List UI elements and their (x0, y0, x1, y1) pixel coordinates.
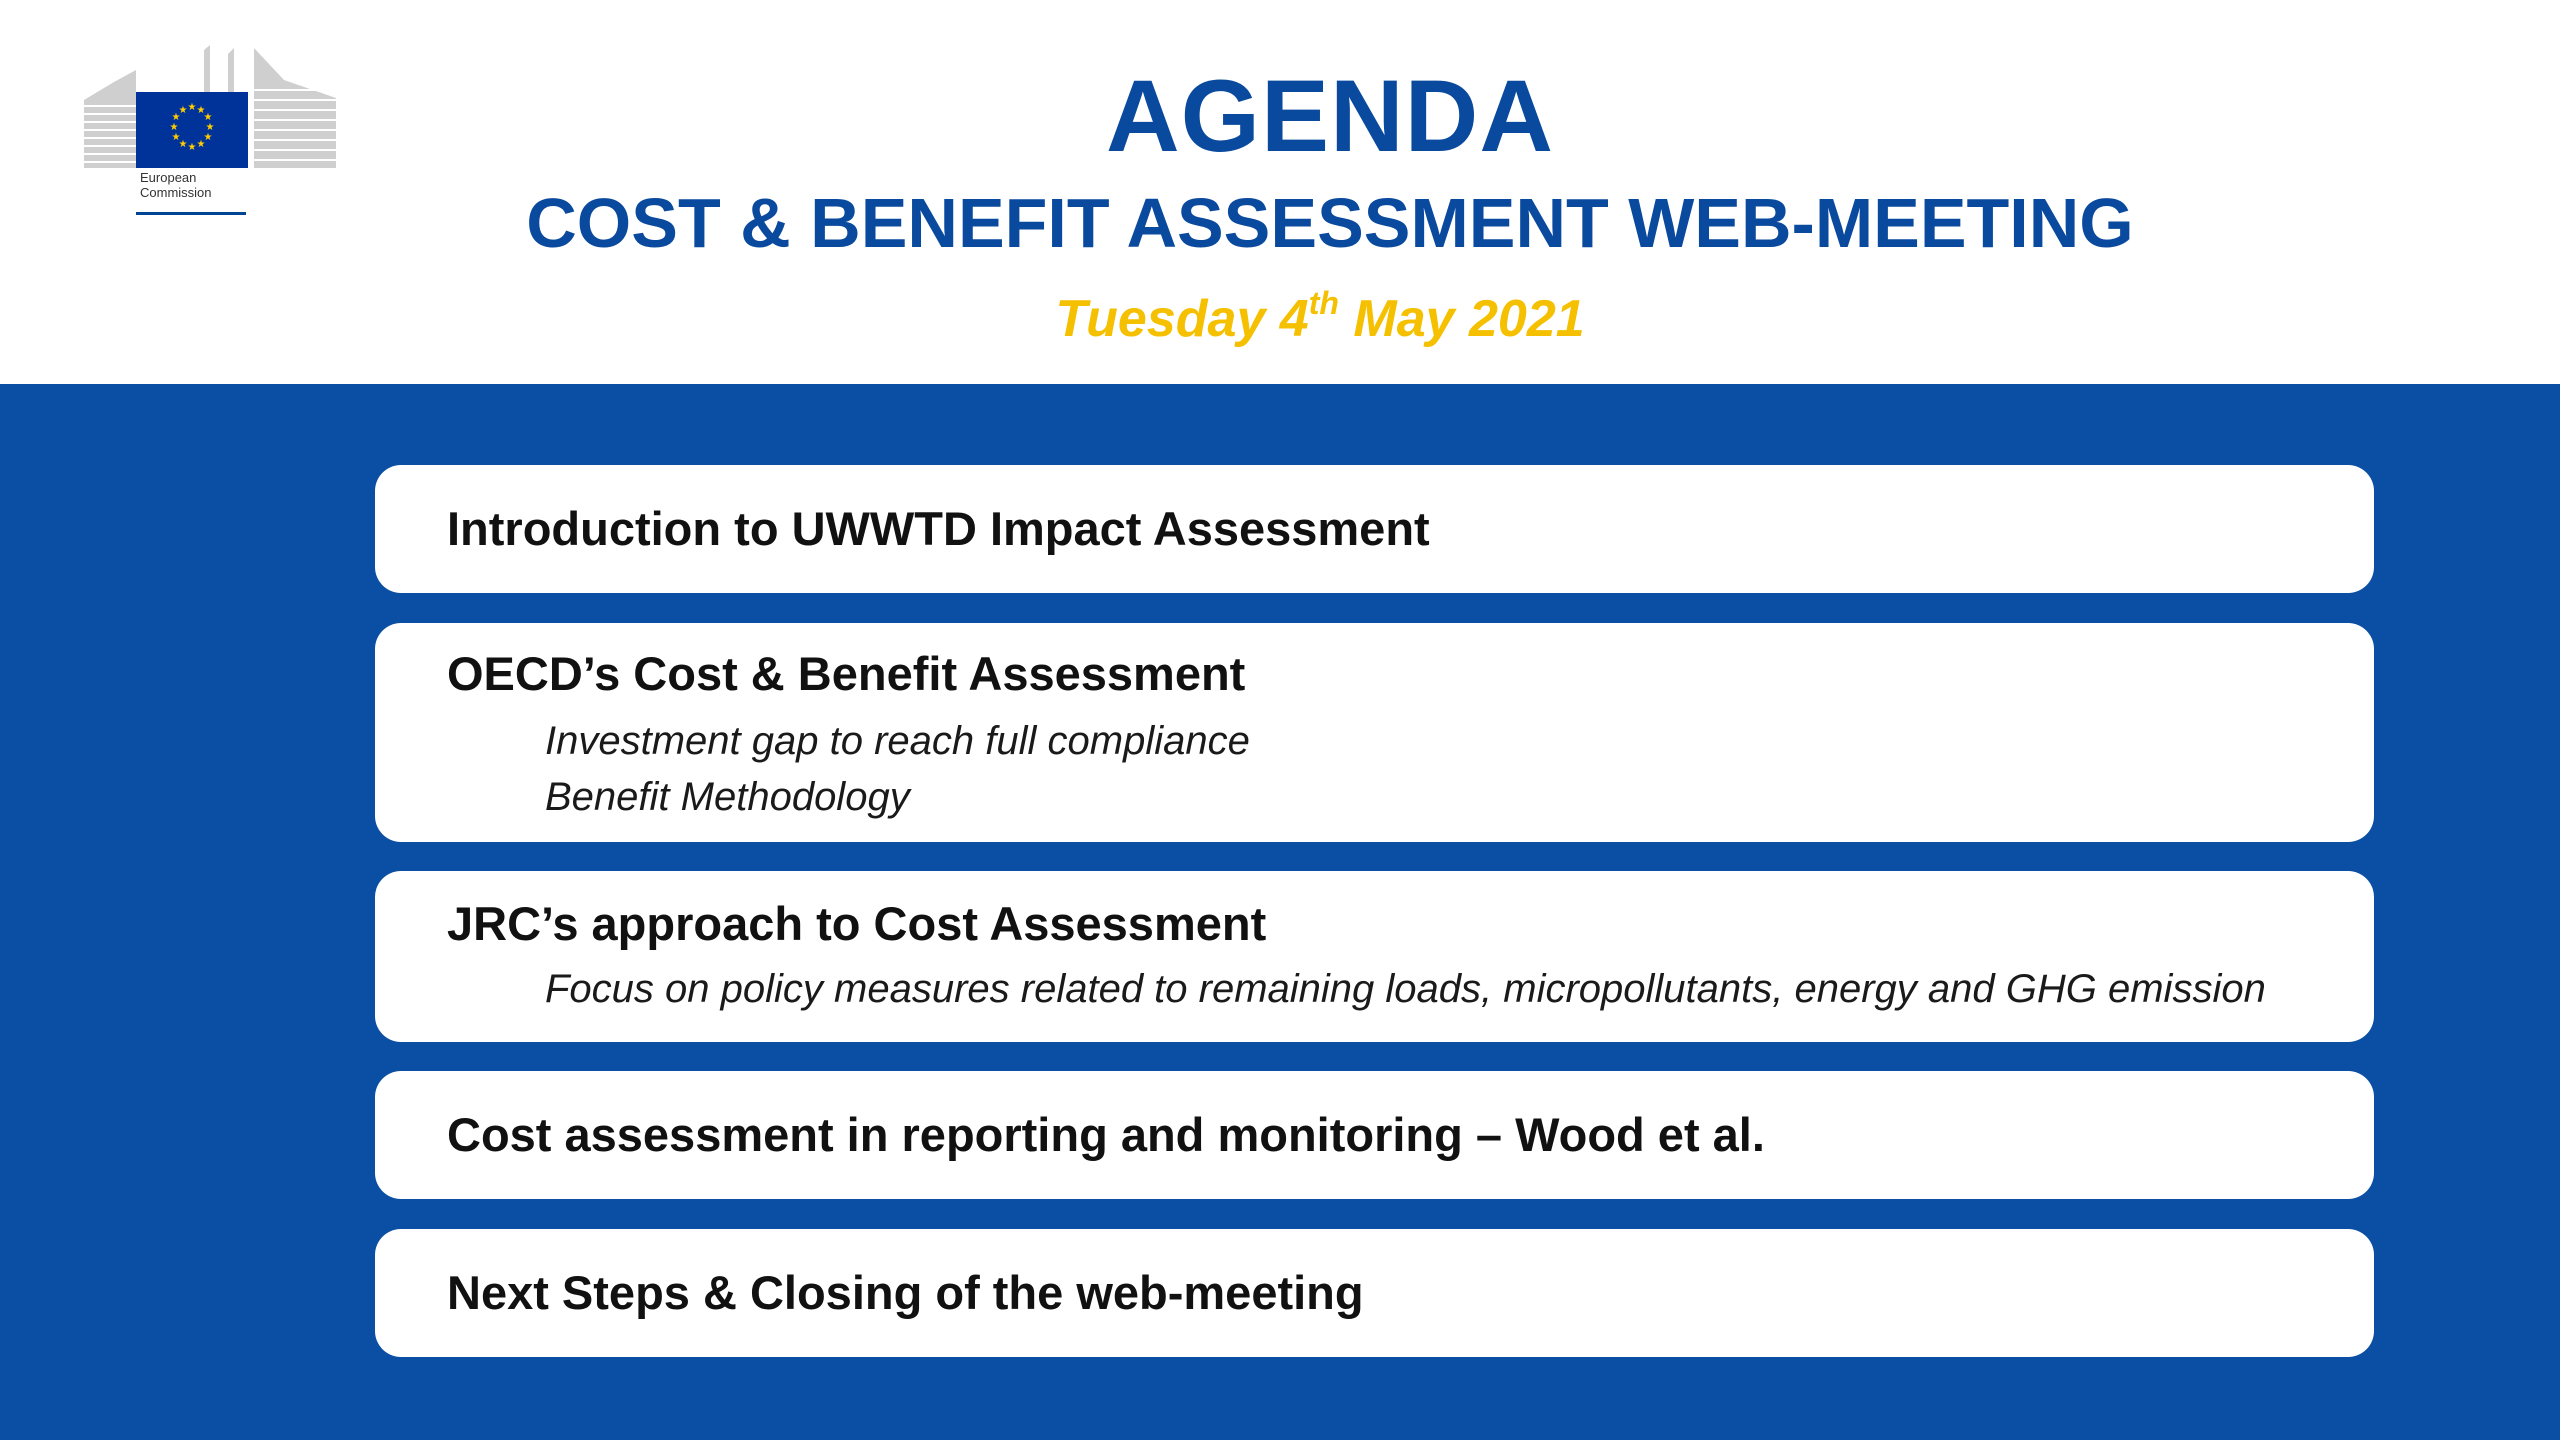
svg-text:★: ★ (178, 139, 188, 150)
svg-text:★: ★ (171, 112, 181, 123)
agenda-item (375, 465, 2374, 593)
date-ordinal-suffix: th (1308, 285, 1339, 321)
agenda-panel (0, 384, 2560, 1440)
svg-text:★: ★ (196, 105, 206, 116)
svg-text:★: ★ (203, 132, 213, 143)
svg-text:★: ★ (196, 139, 206, 150)
agenda-item (375, 1229, 2374, 1357)
date-prefix: Tuesday 4 (1055, 290, 1309, 348)
date-rest: May 2021 (1338, 290, 1585, 348)
svg-text:★: ★ (171, 132, 181, 143)
svg-text:★: ★ (169, 122, 179, 133)
logo-org-name: European Commission (140, 170, 212, 200)
agenda-subitem: Focus on policy measures related to remaining loads, micropollutants, energy and GHG emission (545, 967, 2266, 1011)
svg-text:★: ★ (203, 112, 213, 123)
svg-text:★: ★ (187, 142, 197, 153)
agenda-subitem: Investment gap to reach full compliance (545, 719, 1250, 763)
agenda-item (375, 1071, 2374, 1199)
agenda-item (375, 623, 2374, 842)
svg-text:★: ★ (178, 105, 188, 116)
slide-header (0, 0, 2560, 384)
agenda-item-title: JRC’s approach to Cost Assessment (447, 897, 1267, 950)
agenda-item-title: Cost assessment in reporting and monitoring – Wood et al. (447, 1108, 1765, 1161)
agenda-item (375, 871, 2374, 1042)
svg-text:★: ★ (205, 122, 215, 133)
agenda-item-title: Introduction to UWWTD Impact Assessment (447, 502, 1430, 555)
meeting-date (40, 286, 2560, 352)
page-title: AGENDA (1105, 59, 1555, 173)
page-subtitle: COST & BENEFIT ASSESSMENT WEB-MEETING (526, 184, 2134, 262)
agenda-subitem: Benefit Methodology (545, 775, 910, 819)
svg-text:★: ★ (187, 102, 197, 113)
agenda-item-title: OECD’s Cost & Benefit Assessment (447, 647, 1246, 700)
agenda-item-title: Next Steps & Closing of the web-meeting (447, 1266, 1364, 1319)
